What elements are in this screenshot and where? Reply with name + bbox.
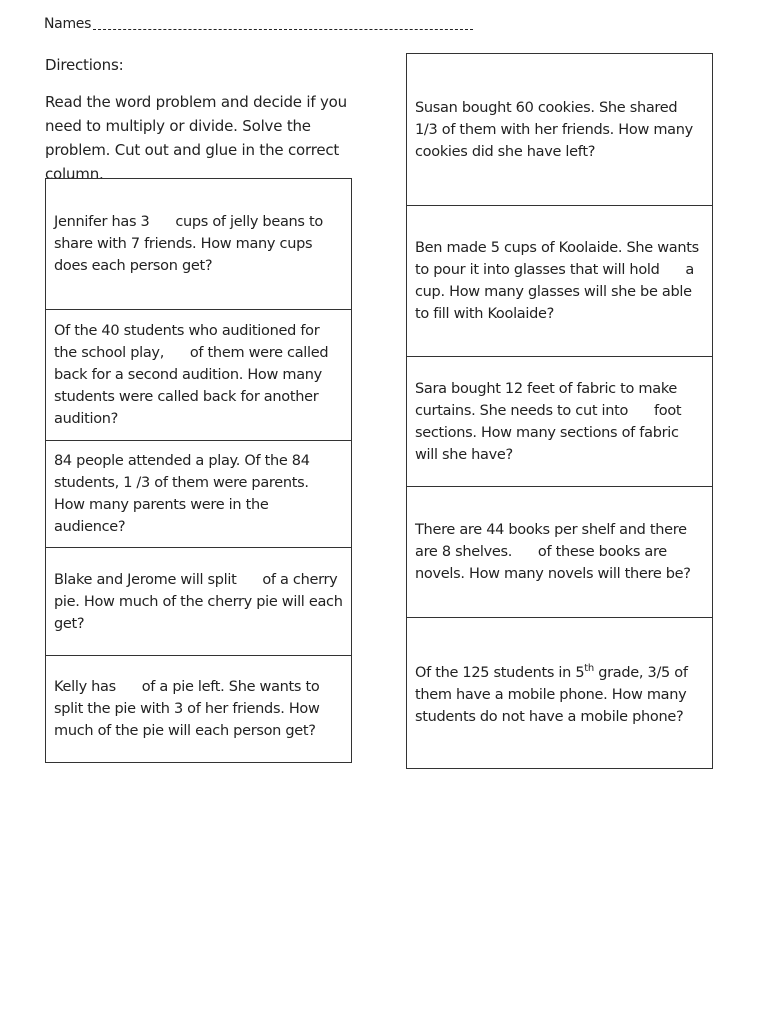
problem-card [407, 486, 712, 617]
problem-text: Blake and Jerome will split of a cherry pie. How much of the cherry pie will each get? [54, 571, 347, 632]
problem-text: Susan bought 60 cookies. She shared 1/3 of them with her friends. How many cookies did she have left? [415, 99, 698, 160]
problem-text: There are 44 books per shelf and there are 8 shelves. of these books are novels. How many novels will there be? [415, 522, 692, 582]
problem-card [46, 309, 351, 440]
directions-heading: Directions: [45, 56, 124, 74]
problem-text [415, 658, 704, 728]
problem-text: 84 people attended a play. Of the 84 students, 1 /3 of them were parents. How many parents were in the audience? [54, 453, 314, 535]
name-line [44, 16, 473, 32]
name-blank-line [93, 29, 473, 30]
ordinal-suffix: th [584, 663, 594, 675]
problem-card [407, 205, 712, 356]
problem-text: Jennifer has 3 cups of jelly beans to share with 7 friends. How many cups does each person get? [54, 214, 328, 274]
problem-card [407, 54, 712, 205]
problem-text-start: Of the 125 students in 5 [415, 664, 585, 681]
left-column [45, 178, 352, 763]
problem-card [46, 547, 351, 655]
problem-card [407, 356, 712, 486]
directions-block [45, 53, 365, 186]
directions-text: Read the word problem and decide if you need to multiply or divide. Solve the problem. Cut out and glue in the correct column. [45, 93, 347, 183]
problem-card [407, 617, 712, 768]
problem-card [46, 179, 351, 309]
problem-text: Sara bought 12 feet of fabric to make curtains. She needs to cut into foot sections. How many sections of fabric will she have? [415, 380, 686, 463]
problem-card [46, 440, 351, 547]
problem-text: Ben made 5 cups of Koolaide. She wants to pour it into glasses that will hold a cup. How many glasses will she be able to fill with Koolaide? [415, 240, 704, 322]
problem-text-end: grade, 3/5 of them have a mobile phone. How many students do not have a mobile phone? [415, 664, 688, 725]
name-label: Names [44, 16, 92, 32]
right-column [406, 53, 713, 769]
problem-card [46, 655, 351, 762]
problem-text: Of the 40 students who auditioned for the school play, of them were called back for a second audition. How many students were called back for another audition? [54, 323, 333, 427]
problem-text: Kelly has of a pie left. She wants to split the pie with 3 of her friends. How much of the pie will each person get? [54, 679, 324, 739]
